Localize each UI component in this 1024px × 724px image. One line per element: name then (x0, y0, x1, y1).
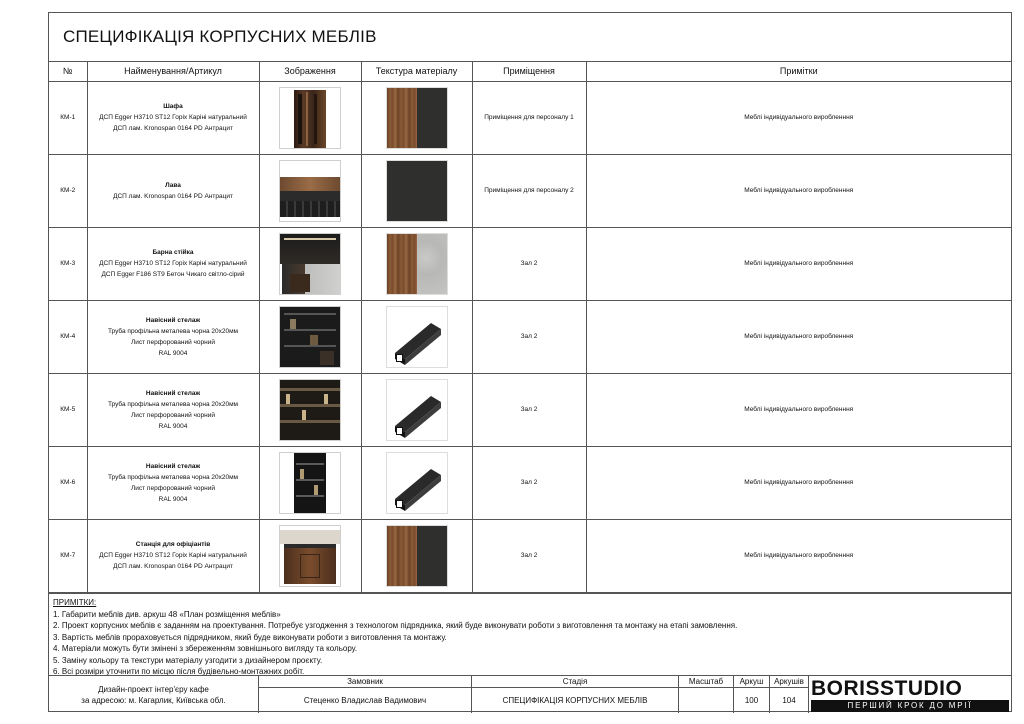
item-code: КМ-1 (49, 81, 87, 154)
scale-value (679, 688, 734, 713)
sheet-label: Аркуш (734, 676, 770, 688)
shelf-render-image (279, 306, 341, 368)
note-item: 5. Заміну кольору та текстури матеріалу узгодити з дизайнером проєкту. (53, 655, 323, 665)
col-header-texture: Текстура матеріалу (361, 62, 472, 81)
stage-value: СПЕЦИФІКАЦІЯ КОРПУСНИХ МЕБЛІВ (472, 688, 679, 713)
item-material-line: Труба профільна металева чорна 20х20мм (107, 473, 239, 481)
item-room: Зал 2 (472, 300, 586, 373)
item-texture-cell (361, 154, 472, 227)
table-row (49, 300, 1011, 373)
item-title: Барна стійка (152, 249, 194, 256)
table-row (49, 154, 1011, 227)
waiter-station-render-image (279, 525, 341, 587)
col-header-notes: Примітки (586, 62, 1011, 81)
item-note: Меблі індивідуального виробленння (586, 300, 1011, 373)
item-material-line: ДСП лам. Kronospan 0164 PD Антрацит (113, 563, 233, 570)
texture-swatch (386, 452, 448, 514)
item-name-cell (87, 519, 259, 592)
item-name-cell (87, 373, 259, 446)
item-image-cell (259, 81, 361, 154)
stage-label: Стадія (472, 676, 679, 688)
table-row (49, 446, 1011, 519)
item-room: Приміщення для персоналу 2 (472, 154, 586, 227)
shelf-render-image (279, 379, 341, 441)
note-item: 4. Матеріали можуть бути змінені з збереженням зовнішнього вигляду та кольору. (53, 644, 358, 653)
logo-tagline: ПЕРШИЙ КРОК ДО МРІЇ (811, 700, 1009, 712)
studio-logo (809, 676, 1011, 713)
item-code: КМ-7 (49, 519, 87, 592)
item-image-cell (259, 446, 361, 519)
item-name-cell (87, 300, 259, 373)
page-title: СПЕЦИФІКАЦІЯ КОРПУСНИХ МЕБЛІВ (63, 27, 377, 46)
texture-swatch (386, 525, 448, 587)
project-line-1: Дизайн-проект інтер'єру кафе (98, 685, 209, 694)
wardrobe-render-image (279, 87, 341, 149)
item-image-cell (259, 373, 361, 446)
item-title: Шафа (163, 103, 183, 110)
item-texture-cell (361, 519, 472, 592)
note-item: 1. Габарити меблів див. аркуш 48 «План розміщення меблів» (53, 609, 281, 619)
item-texture-cell (361, 81, 472, 154)
item-note: Меблі індивідуального виробленння (586, 373, 1011, 446)
drawing-sheet (48, 12, 1012, 712)
texture-swatch (386, 87, 448, 149)
walnut-wood-texture (387, 526, 417, 586)
notes-block (49, 593, 1011, 675)
item-texture-cell (361, 446, 472, 519)
black-square-tube-icon (387, 380, 447, 440)
stamp-project (49, 676, 259, 713)
table-row (49, 519, 1011, 592)
item-note: Меблі індивідуального виробленння (586, 519, 1011, 592)
walnut-wood-texture (387, 234, 417, 294)
col-header-name: Найменування/Артикул (87, 62, 259, 81)
item-material-line: ДСП Egger H3710 ST12 Горіх Каріні натуральний (99, 114, 247, 121)
item-material-line: Лист перфорований чорний (131, 411, 215, 419)
sheet-value: 100 (734, 688, 770, 713)
item-name-cell (87, 81, 259, 154)
item-material-line: Труба профільна металева чорна 20х20мм (107, 327, 239, 335)
customer-label: Замовник (259, 676, 472, 688)
item-code: КМ-4 (49, 300, 87, 373)
shelf-render-image (279, 452, 341, 514)
table-row (49, 373, 1011, 446)
item-room: Зал 2 (472, 227, 586, 300)
logo-wordmark: BORISSTUDIO (811, 677, 963, 700)
item-code: КМ-2 (49, 154, 87, 227)
item-texture-cell (361, 227, 472, 300)
project-line-2: за адресою: м. Кагарлик, Київська обл. (81, 696, 226, 705)
texture-swatch (386, 160, 448, 222)
table-row (49, 81, 1011, 154)
black-square-tube-icon (387, 307, 447, 367)
item-note: Меблі індивідуального виробленння (586, 227, 1011, 300)
item-code: КМ-3 (49, 227, 87, 300)
item-name-cell (87, 154, 259, 227)
table-row (49, 227, 1011, 300)
item-texture-cell (361, 300, 472, 373)
item-name-cell (87, 227, 259, 300)
item-material-line: Лист перфорований чорний (131, 338, 215, 346)
customer-value: Стеценко Владислав Вадимович (259, 688, 472, 713)
title-stamp (49, 675, 1011, 712)
item-image-cell (259, 227, 361, 300)
item-room: Зал 2 (472, 446, 586, 519)
item-image-cell (259, 300, 361, 373)
item-material-line: ДСП Egger H3710 ST12 Горіх Каріні натуральний (99, 552, 247, 559)
item-material-line: ДСП лам. Kronospan 0164 PD Антрацит (113, 125, 233, 132)
item-note: Меблі індивідуального виробленння (586, 154, 1011, 227)
item-code: КМ-6 (49, 446, 87, 519)
item-material-line: RAL 9004 (158, 349, 188, 357)
item-room: Приміщення для персоналу 1 (472, 81, 586, 154)
item-image-cell (259, 154, 361, 227)
item-material-line: ДСП Egger H3710 ST12 Горіх Каріні натуральний (99, 260, 247, 267)
light-concrete-texture (417, 234, 447, 294)
anthracite-texture (417, 526, 447, 586)
item-material-line: RAL 9004 (158, 495, 188, 503)
walnut-wood-texture (387, 88, 417, 148)
notes-heading: ПРИМІТКИ: (53, 598, 97, 607)
bar-counter-render-image (279, 233, 341, 295)
item-title: Навісний стелаж (145, 462, 201, 470)
item-room: Зал 2 (472, 373, 586, 446)
anthracite-texture (387, 161, 447, 221)
item-code: КМ-5 (49, 373, 87, 446)
item-texture-cell (361, 373, 472, 446)
item-title: Станція для офіціантів (135, 541, 211, 548)
anthracite-texture (417, 88, 447, 148)
item-room: Зал 2 (472, 519, 586, 592)
item-material-line: ДСП лам. Kronospan 0164 PD Антрацит (113, 192, 233, 200)
table-header-row (49, 62, 1011, 81)
note-item: 6. Всі розміри уточнити по місцю після будівельно-монтажних робіт. (53, 667, 305, 676)
note-item: 3. Вартість меблів прораховується підрядником, який буде виконувати роботи з виготовлення та монтажу. (53, 632, 447, 642)
col-header-num: № (49, 62, 87, 81)
item-name-cell (87, 446, 259, 519)
item-note: Меблі індивідуального виробленння (586, 446, 1011, 519)
item-material-line: ДСП Egger F186 ST9 Бетон Чикаго світло-сірий (101, 271, 245, 278)
item-note: Меблі індивідуального виробленння (586, 81, 1011, 154)
sheets-value: 104 (770, 688, 809, 713)
texture-swatch (386, 379, 448, 441)
item-image-cell (259, 519, 361, 592)
item-title: Навісний стелаж (145, 389, 201, 397)
item-title: Навісний стелаж (145, 316, 201, 324)
sheets-label: Аркушів (770, 676, 809, 688)
col-header-image: Зображення (259, 62, 361, 81)
specification-table (49, 62, 1011, 593)
item-title: Лава (165, 181, 181, 189)
note-item: 2. Проект корпусних меблів є заданням на проектування. Потребує узгодження з технологом підрядника, який буде виконувати роботи з виготовлення та монтажу на етапі замовлення. (53, 621, 738, 630)
col-header-room: Приміщення (472, 62, 586, 81)
bench-render-image (279, 160, 341, 222)
title-block (49, 13, 1011, 62)
texture-swatch (386, 233, 448, 295)
item-material-line: RAL 9004 (158, 422, 188, 430)
item-material-line: Лист перфорований чорний (131, 484, 215, 492)
scale-label: Масштаб (679, 676, 734, 688)
item-material-line: Труба профільна металева чорна 20х20мм (107, 400, 239, 408)
texture-swatch (386, 306, 448, 368)
black-square-tube-icon (387, 453, 447, 513)
